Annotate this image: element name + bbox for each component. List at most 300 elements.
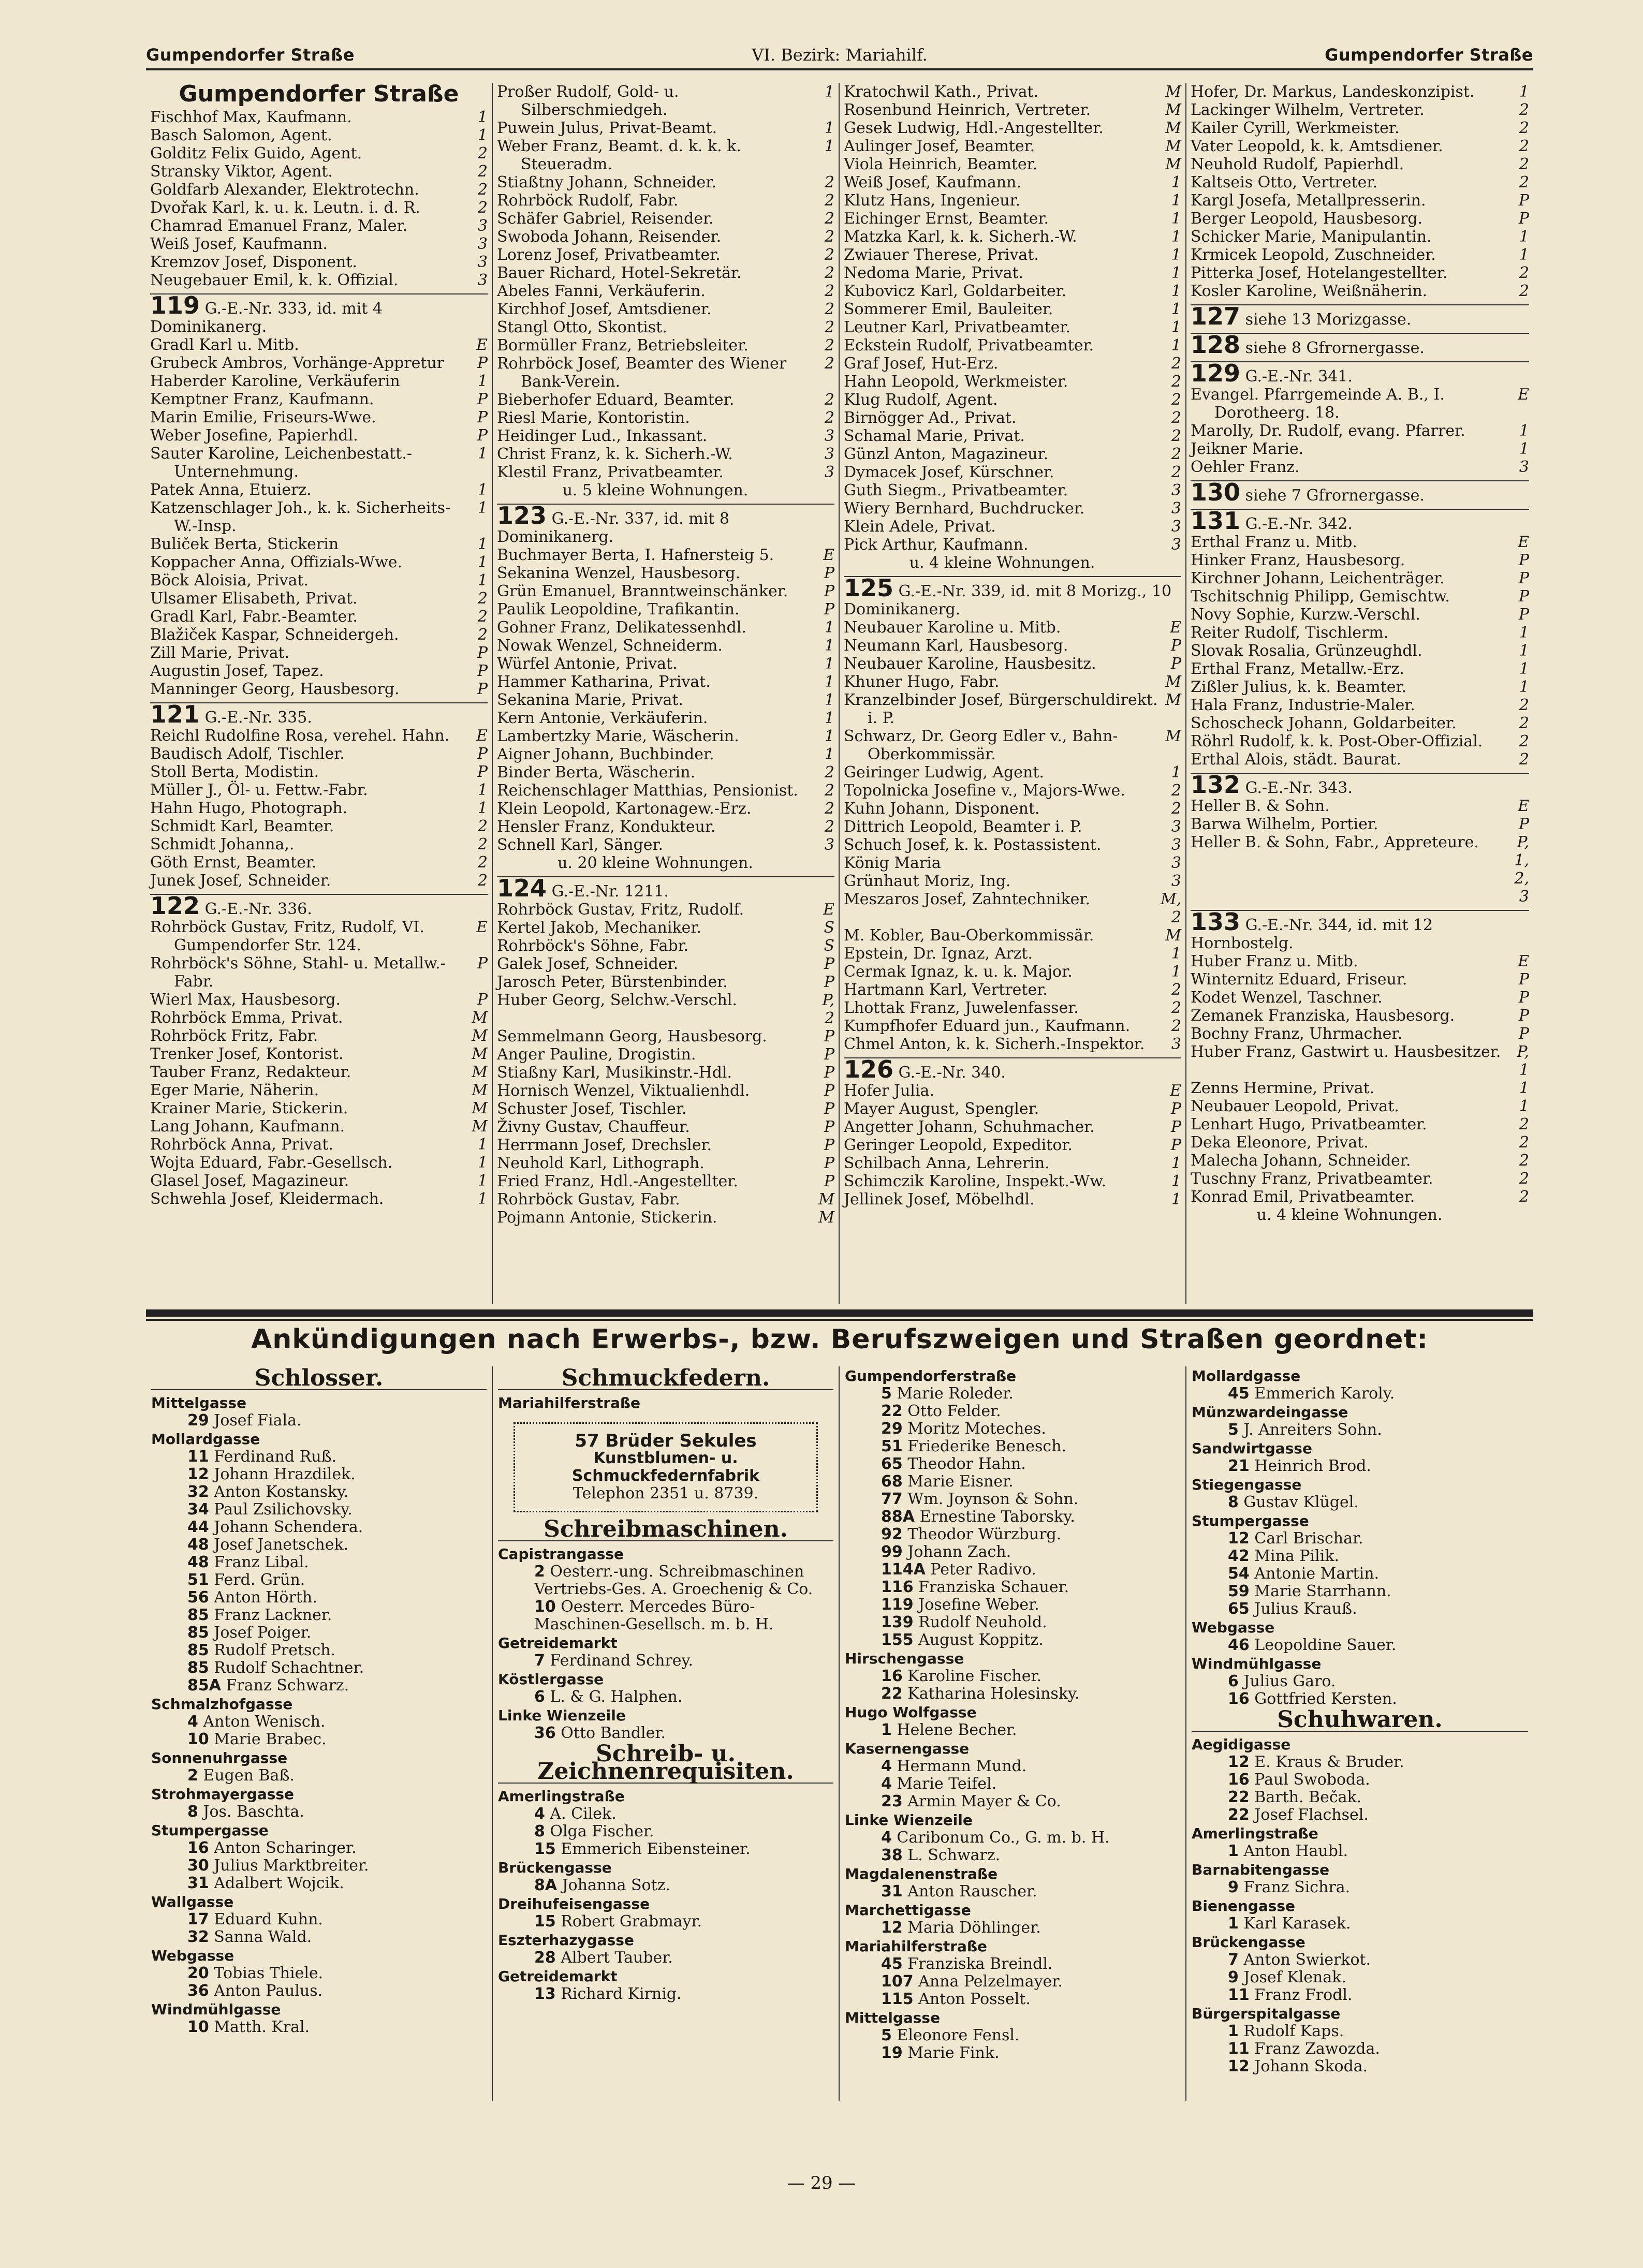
business-entry — [845, 1991, 1180, 2008]
resident-entry — [844, 373, 1181, 391]
ad-phone: Telephon 2351 u. 8739. — [573, 1484, 759, 1503]
resident-entry — [1191, 696, 1529, 714]
resident-name: Pitterka Josef, Hotelangestellter. — [1191, 264, 1448, 282]
business-name: Armin Mayer & Co. — [907, 1792, 1061, 1810]
address-listing — [146, 83, 1533, 1304]
floor-marker — [1161, 554, 1181, 572]
resident-name: Stangl Otto, Skontist. — [497, 318, 667, 336]
business-name: Johann Skoda. — [1254, 2057, 1368, 2075]
resident-entry — [844, 463, 1181, 481]
street-name: Windmühlgasse — [1192, 1655, 1322, 1672]
business-entry — [151, 1466, 487, 1483]
floor-marker: P — [477, 408, 488, 426]
business-name: Rudolf Neuhold. — [918, 1613, 1047, 1631]
floor-marker: 1 — [477, 372, 488, 390]
resident-entry — [150, 991, 488, 1009]
floor-marker: P — [1170, 1136, 1181, 1154]
business-entry — [1192, 1637, 1528, 1654]
house-number: 2 — [187, 1766, 198, 1785]
floor-marker: 1 — [477, 1172, 488, 1190]
floor-marker: 1 — [477, 535, 488, 553]
business-entry — [1192, 2040, 1528, 2058]
floor-marker: P — [1518, 1007, 1529, 1025]
business-entry — [498, 1805, 833, 1823]
floor-marker: P — [477, 954, 488, 973]
business-name: Franz Libal. — [214, 1553, 309, 1571]
street-name: Kasernengasse — [845, 1740, 970, 1757]
floor-marker: 3 — [1171, 872, 1181, 890]
floor-marker: 1 — [477, 1154, 488, 1172]
street-name: Windmühlgasse — [151, 2001, 281, 2018]
floor-marker: 1 — [1171, 192, 1181, 210]
house-number: 45 — [881, 1955, 903, 1973]
resident-entry — [1191, 458, 1529, 476]
resident-entry — [1191, 101, 1529, 119]
floor-marker: M — [472, 1117, 488, 1136]
resident-entry — [150, 1117, 488, 1136]
resident-entry — [1191, 533, 1529, 551]
business-entry — [1192, 1806, 1528, 1824]
resident-entry — [1191, 246, 1529, 264]
floor-marker: M — [472, 1063, 488, 1081]
resident-name: Krmicek Leopold, Zuschneider. — [1191, 246, 1436, 264]
business-entry — [845, 1596, 1180, 1614]
business-entry — [845, 1561, 1180, 1579]
street-name: Brückengasse — [1192, 1934, 1305, 1951]
resident-name: Kosler Karoline, Weißnäherin. — [1191, 282, 1428, 300]
resident-name: Viola Heinrich, Beamter. — [844, 155, 1038, 173]
floor-marker: P — [1518, 551, 1529, 569]
floor-marker: 1 — [1519, 83, 1529, 101]
resident-name: Bauer Richard, Hotel-Sekretär. — [497, 264, 742, 282]
house-number: 54 — [1228, 1565, 1250, 1583]
resident-name: Rohrböck's Söhne, Stahl- u. Metallw.-Fabr. — [150, 954, 446, 991]
house-number: 15 — [534, 1840, 556, 1858]
resident-entry — [844, 210, 1181, 228]
resident-entry — [844, 282, 1181, 300]
floor-marker: 2 — [1171, 427, 1181, 445]
business-name: Franz Schwarz. — [226, 1676, 349, 1695]
floor-marker: P — [1518, 587, 1529, 606]
resident-entry — [1191, 1152, 1529, 1170]
resident-name: Bieberhofer Eduard, Beamter. — [497, 391, 735, 409]
resident-name: Rosenbund Heinrich, Vertreter. — [844, 101, 1091, 119]
category-heading: Schmuckfedern. — [498, 1369, 833, 1390]
resident-name: Khuner Hugo, Fabr. — [844, 673, 1000, 691]
floor-marker: 1 — [824, 709, 834, 727]
house-number-header — [150, 702, 488, 727]
resident-entry — [844, 1136, 1181, 1154]
business-name: Robert Grabmayr. — [561, 1912, 702, 1931]
resident-entry — [1191, 1206, 1529, 1224]
resident-name: Grünhaut Moriz, Ing. — [844, 872, 1011, 890]
business-entry — [845, 1508, 1180, 1526]
floor-marker: 1 — [1171, 173, 1181, 192]
floor-marker: M — [1165, 83, 1181, 101]
resident-entry — [150, 727, 488, 745]
resident-entry — [1191, 1007, 1529, 1025]
house-number-header — [497, 876, 834, 901]
business-name: Paul Zsilichovsky. — [214, 1500, 353, 1519]
business-entry — [151, 1589, 487, 1607]
resident-name: Cermak Ignaz, k. u. k. Major. — [844, 963, 1073, 981]
floor-marker: 2 — [824, 800, 834, 818]
header-left: Gumpendorfer Straße — [146, 45, 355, 65]
house-number: 4 — [881, 1829, 892, 1847]
resident-entry — [150, 1027, 488, 1045]
floor-marker: 2 — [824, 264, 834, 282]
house-info: G.-E.-Nr. 343. — [1245, 779, 1353, 797]
street-name: Bienengasse — [1192, 1897, 1296, 1914]
house-number: 11 — [187, 1448, 209, 1466]
house-number: 28 — [534, 1949, 556, 1967]
resident-name: Günzl Anton, Magazineur. — [844, 445, 1049, 463]
resident-entry — [150, 763, 488, 781]
floor-marker: 3 — [1171, 499, 1181, 518]
house-number: 32 — [187, 1483, 209, 1501]
resident-name: Swoboda Johann, Reisender. — [497, 228, 722, 246]
resident-entry — [844, 246, 1181, 264]
house-number: 59 — [1228, 1582, 1250, 1600]
resident-name: Schimczik Karoline, Inspekt.-Ww. — [844, 1172, 1106, 1190]
resident-entry — [1191, 386, 1529, 422]
house-number-header — [844, 1057, 1181, 1082]
floor-marker: P — [824, 1082, 834, 1100]
resident-name: Kratochwil Kath., Privat. — [844, 83, 1039, 101]
house-info: G.-E.-Nr. 340. — [898, 1064, 1006, 1082]
resident-name: Krainer Marie, Stickerin. — [150, 1099, 348, 1117]
floor-marker: 1 — [1171, 963, 1181, 981]
business-name: Anton Paulus. — [214, 1982, 323, 2000]
house-number-header — [844, 576, 1181, 618]
floor-marker: 2 — [1519, 155, 1529, 173]
house-number: 46 — [1228, 1636, 1250, 1654]
resident-entry — [844, 999, 1181, 1017]
street-name: Mariahilferstraße — [498, 1394, 641, 1411]
floor-marker: 1 — [1171, 228, 1181, 246]
business-name: Anton Kostansky. — [214, 1483, 349, 1501]
house-number: 29 — [187, 1411, 209, 1430]
floor-marker: P — [1518, 192, 1529, 210]
floor-marker: E — [1170, 1082, 1181, 1100]
house-number: 122 — [150, 892, 200, 920]
floor-marker: 2 — [1171, 981, 1181, 999]
resident-entry — [844, 800, 1181, 818]
business-name: Marie Fink. — [907, 2044, 1000, 2062]
floor-marker: 1 — [1171, 1154, 1181, 1172]
resident-entry — [497, 991, 834, 1027]
house-number: 121 — [150, 700, 200, 728]
resident-entry — [497, 336, 834, 355]
resident-entry — [150, 954, 488, 991]
resident-entry — [150, 1154, 488, 1172]
floor-marker: M — [472, 1081, 488, 1099]
business-name: Johann Hrazdilek. — [214, 1465, 356, 1483]
floor-marker: 3 — [824, 445, 834, 463]
house-number: 139 — [881, 1613, 914, 1631]
business-entry — [1192, 1951, 1528, 1969]
business-name: Leopoldine Sauer. — [1254, 1636, 1397, 1654]
listing-column-3 — [840, 83, 1186, 1304]
street-name: Gumpendorferstraße — [845, 1367, 1017, 1385]
house-number: 31 — [881, 1882, 903, 1901]
business-entry — [845, 1614, 1180, 1631]
resident-name: Sommerer Emil, Bauleiter. — [844, 300, 1053, 318]
resident-name: Gesek Ludwig, Hdl.-Angestellter. — [844, 119, 1104, 137]
category-heading: Schlosser. — [151, 1369, 487, 1390]
resident-name: Neubauer Leopold, Privat. — [1191, 1097, 1399, 1115]
resident-entry — [150, 535, 488, 553]
business-entry — [1192, 1915, 1528, 1933]
business-entry — [151, 1677, 487, 1695]
house-number: 92 — [881, 1525, 903, 1543]
resident-entry — [1191, 569, 1529, 587]
house-number: 107 — [881, 1972, 914, 1991]
resident-name: Schnell Karl, Sänger. — [497, 836, 664, 854]
trade-column-1 — [146, 1366, 493, 2101]
resident-entry — [844, 655, 1181, 673]
business-entry — [498, 1725, 833, 1742]
business-name: Otto Felder. — [907, 1402, 1001, 1420]
street-name: Sandwirtgasse — [1192, 1440, 1312, 1457]
floor-marker: E — [823, 901, 834, 919]
street-name: Webgasse — [1192, 1619, 1275, 1636]
resident-entry — [497, 691, 834, 709]
floor-marker: 2 — [1171, 999, 1181, 1017]
floor-marker: 1 — [824, 727, 834, 745]
resident-name: Schmidt Johanna,. — [150, 835, 295, 853]
street-name: Köstlergasse — [498, 1671, 604, 1688]
floor-marker: 1 — [1171, 210, 1181, 228]
resident-name: Jarosch Peter, Bürstenbinder. — [497, 973, 728, 991]
resident-entry — [844, 691, 1181, 727]
business-name: Marie Starrhann. — [1254, 1582, 1391, 1600]
business-entry — [845, 1955, 1180, 1973]
floor-marker: 1 — [477, 781, 488, 799]
resident-name: Lenhart Hugo, Privatbeamter. — [1191, 1115, 1427, 1133]
resident-entry — [150, 626, 488, 644]
business-entry — [151, 2019, 487, 2036]
floor-marker: P — [824, 955, 834, 973]
trade-listing — [146, 1366, 1533, 2101]
resident-name: Malecha Johann, Schneider. — [1191, 1152, 1411, 1170]
street-name: Barnabitengasse — [1192, 1861, 1330, 1878]
house-info: G.-E.-Nr. 335. — [204, 709, 312, 727]
resident-name: Bormüller Franz, Betriebsleiter. — [497, 336, 749, 355]
resident-name: Reichenschlager Matthias, Pensionist. — [497, 782, 798, 800]
house-number: 16 — [187, 1839, 209, 1857]
resident-name: Rohrböck Gustav, Fabr. — [497, 1190, 680, 1209]
floor-marker: S — [824, 919, 834, 937]
floor-marker: 1 — [1519, 1097, 1529, 1115]
floor-marker: 1 — [1519, 660, 1529, 678]
business-entry — [1192, 1789, 1528, 1806]
resident-entry — [150, 872, 488, 890]
floor-marker: 2 — [477, 817, 488, 835]
resident-name: Kemptner Franz, Kaufmann. — [150, 390, 374, 408]
floor-marker: 2 — [1519, 732, 1529, 750]
floor-marker: P — [1170, 1118, 1181, 1136]
business-entry — [845, 1775, 1180, 1793]
house-number: 51 — [187, 1571, 209, 1589]
house-number: 2 — [534, 1563, 545, 1581]
house-number-header — [150, 293, 488, 336]
resident-name: Schamal Marie, Privat. — [844, 427, 1025, 445]
business-name: Josef Klenak. — [1243, 1968, 1346, 1986]
floor-marker: 1 — [1171, 945, 1181, 963]
house-info: G.-E.-Nr. 336. — [204, 900, 312, 918]
resident-entry — [150, 253, 488, 271]
floor-marker: M — [1165, 101, 1181, 119]
resident-entry — [1191, 264, 1529, 282]
business-name: Karoline Fischer. — [907, 1667, 1042, 1685]
resident-name: Oehler Franz. — [1191, 458, 1300, 476]
business-entry — [845, 1919, 1180, 1937]
business-name: A. Cilek. — [550, 1805, 617, 1823]
house-number: 9 — [1228, 1968, 1239, 1986]
house-info: siehe 8 Gfrornergasse. — [1245, 339, 1425, 357]
business-name: Gottfried Kersten. — [1254, 1690, 1397, 1708]
resident-name: Junek Josef, Schneider. — [150, 872, 331, 890]
business-entry — [845, 1668, 1180, 1685]
house-info: G.-E.-Nr. 1211. — [551, 882, 669, 901]
resident-name: Hahn Leopold, Werkmeister. — [844, 373, 1068, 391]
resident-name: Baudisch Adolf, Tischler. — [150, 745, 345, 763]
resident-entry — [150, 126, 488, 144]
business-entry — [1192, 1771, 1528, 1789]
resident-entry — [497, 1172, 834, 1190]
resident-name: Vater Leopold, k. k. Amtsdiener. — [1191, 137, 1443, 155]
house-number: 10 — [534, 1598, 556, 1616]
resident-name: König Maria — [844, 854, 941, 872]
business-entry — [1192, 2023, 1528, 2040]
floor-marker: 3 — [1171, 836, 1181, 854]
business-entry — [845, 1420, 1180, 1438]
resident-name: Katzenschlager Joh., k. k. Sicherheits-W.-Insp. — [150, 499, 451, 535]
business-entry — [151, 1448, 487, 1466]
resident-entry — [497, 564, 834, 582]
resident-entry — [844, 554, 1181, 572]
resident-entry — [150, 108, 488, 126]
business-name: Peter Radivo. — [930, 1560, 1036, 1579]
house-number: 15 — [534, 1912, 556, 1931]
resident-entry — [844, 763, 1181, 782]
business-entry — [1192, 1530, 1528, 1548]
business-entry — [845, 1829, 1180, 1847]
resident-entry — [1191, 624, 1529, 642]
resident-name: Klestil Franz, Privatbeamter. — [497, 463, 724, 481]
resident-name: Stoll Berta, Modistin. — [150, 763, 319, 781]
floor-marker: 2 — [477, 626, 488, 644]
resident-entry — [1191, 952, 1529, 970]
resident-entry — [497, 409, 834, 427]
business-name: Josef Janetschek. — [214, 1536, 349, 1554]
resident-entry — [150, 1099, 488, 1117]
floor-marker: 2 — [1519, 173, 1529, 192]
floor-marker: 2 — [824, 409, 834, 427]
business-name: Julius Krauß. — [1254, 1600, 1357, 1618]
floor-marker: 2 — [477, 144, 488, 163]
resident-name: Stiaßtny Johann, Schneider. — [497, 173, 716, 192]
floor-marker: 2 — [1171, 782, 1181, 800]
business-name: August Koppitz. — [918, 1631, 1044, 1649]
floor-marker: P — [824, 600, 834, 618]
floor-marker: 1 — [477, 1136, 488, 1154]
house-number-header — [1191, 509, 1529, 533]
resident-name: Schicker Marie, Manipulantin. — [1191, 228, 1432, 246]
business-name: Marie Roleder. — [897, 1385, 1014, 1403]
floor-marker: 2 — [477, 872, 488, 890]
business-entry — [498, 1688, 833, 1706]
resident-entry — [497, 119, 834, 137]
business-entry — [845, 1847, 1180, 1864]
floor-marker: 3 — [477, 253, 488, 271]
house-number: 13 — [534, 1985, 556, 2003]
resident-name: Huber Franz u. Mitb. — [1191, 952, 1358, 970]
resident-entry — [497, 655, 834, 673]
floor-marker: 2 — [1519, 1115, 1529, 1133]
resident-entry — [150, 1081, 488, 1099]
floor-marker: P — [824, 582, 834, 600]
house-number: 36 — [534, 1724, 556, 1742]
business-entry — [498, 1949, 833, 1967]
business-name: Ferdinand Ruß. — [214, 1448, 337, 1466]
resident-name: Proßer Rudolf, Gold- u. Silberschmiedgeh. — [497, 83, 679, 119]
business-name: Johann Zach. — [907, 1543, 1011, 1561]
house-number: 1 — [1228, 1842, 1239, 1860]
resident-name: Chamrad Emanuel Franz, Maler. — [150, 217, 408, 235]
ad-subtitle: Kunstblumen- u. Schmuckfedernfabrik — [571, 1449, 760, 1485]
floor-marker: 1 — [824, 655, 834, 673]
floor-marker: 1 — [1171, 1190, 1181, 1209]
resident-name: Bochny Franz, Uhrmacher. — [1191, 1025, 1403, 1043]
resident-name: Rohrböck's Söhne, Fabr. — [497, 937, 689, 955]
resident-entry — [150, 163, 488, 181]
floor-marker: 2 — [477, 608, 488, 626]
resident-name: Glasel Josef, Magazineur. — [150, 1172, 349, 1190]
business-name: Anton Haubl. — [1243, 1842, 1348, 1860]
house-number: 12 — [1228, 1529, 1250, 1548]
resident-entry — [150, 354, 488, 372]
floor-marker: M — [472, 1009, 488, 1027]
resident-name: Göth Ernst, Beamter. — [150, 853, 317, 872]
business-entry — [1192, 1969, 1528, 1986]
resident-name: Hahn Hugo, Photograph. — [150, 799, 348, 817]
listing-column-1 — [146, 83, 493, 1304]
house-number: 9 — [1228, 1878, 1239, 1896]
floor-marker: 2 — [824, 192, 834, 210]
resident-name: Müller J., Öl- u. Fettw.-Fabr. — [150, 781, 368, 799]
house-number: 85 — [187, 1606, 209, 1624]
floor-marker: P — [1170, 655, 1181, 673]
resident-name: Gradl Karl u. Mitb. — [150, 336, 299, 354]
business-name: Johann Schendera. — [214, 1518, 363, 1536]
business-name: Johanna Sotz. — [562, 1876, 671, 1894]
resident-name: Konrad Emil, Privatbeamter. — [1191, 1188, 1415, 1206]
floor-marker: 1 — [824, 745, 834, 763]
business-entry — [151, 1659, 487, 1677]
resident-entry — [497, 481, 834, 499]
business-entry — [498, 1877, 833, 1894]
resident-name: Wojta Eduard, Fabr.-Gesellsch. — [150, 1154, 393, 1172]
floor-marker: 2 — [1519, 137, 1529, 155]
street-name: Schmalzhofgasse — [151, 1696, 293, 1713]
resident-name: Klein Leopold, Kartonagew.-Erz. — [497, 800, 752, 818]
resident-name: Matzka Karl, k. k. Sicherh.-W. — [844, 228, 1077, 246]
business-name: Anton Rauscher. — [907, 1882, 1037, 1901]
resident-entry — [844, 1082, 1181, 1100]
business-entry — [498, 1823, 833, 1840]
